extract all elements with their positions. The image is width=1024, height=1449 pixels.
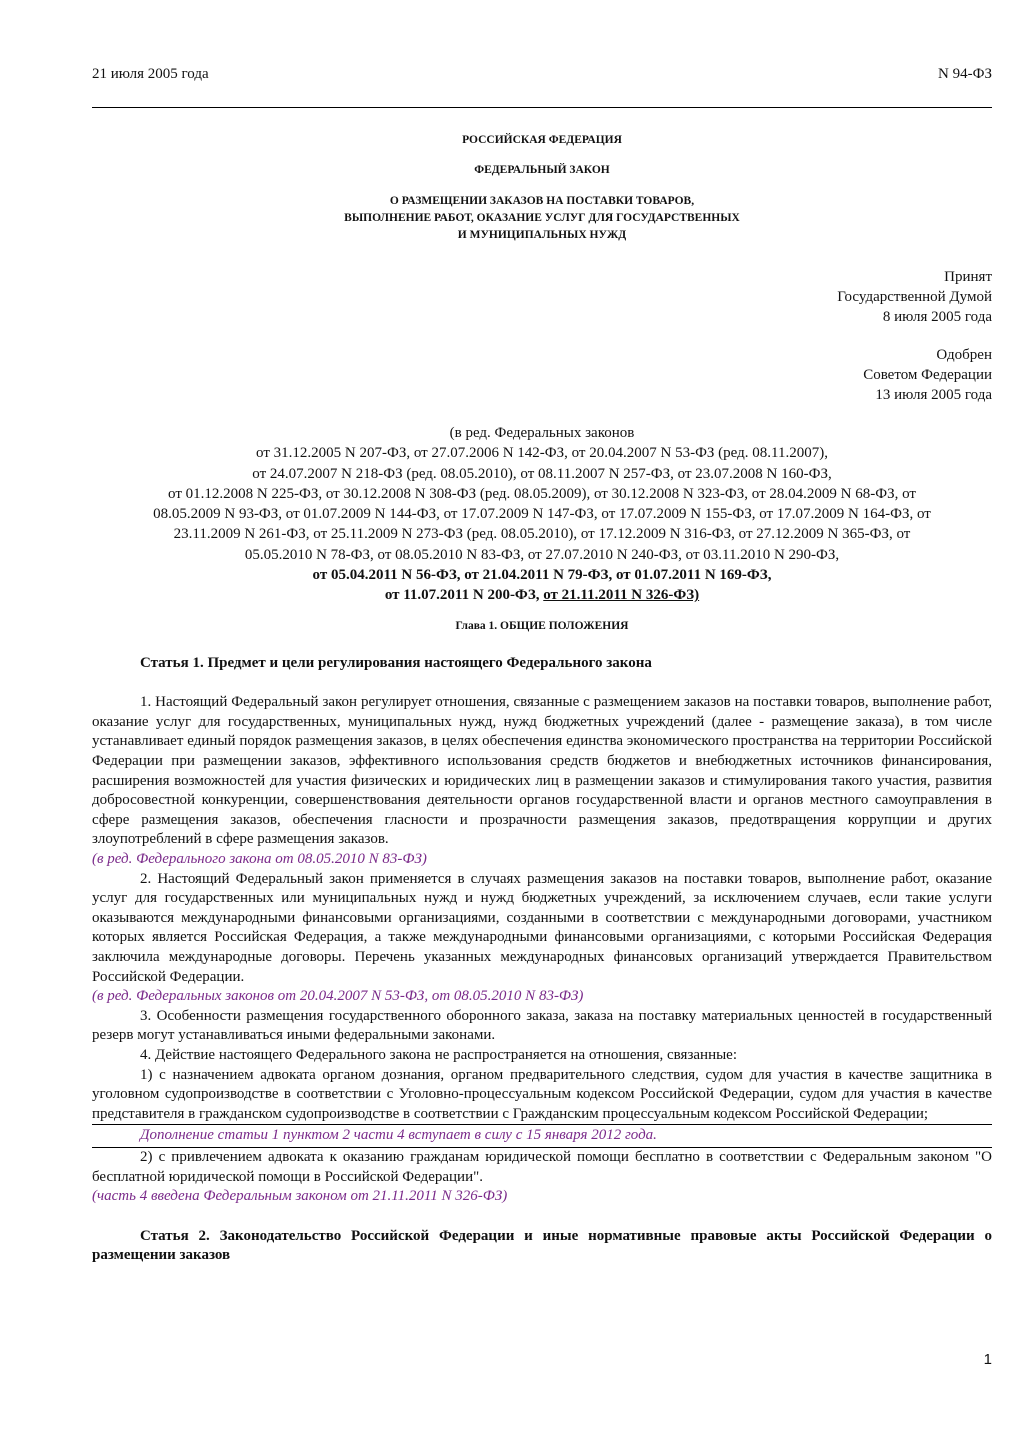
amendments-line: 08.05.2009 N 93-ФЗ, от 01.07.2009 N 144-ФЗ, от 17.07.2009 N 147-ФЗ, от 17.07.2009 N 155-ФЗ, от 17.07.2009 N 164-ФЗ, от xyxy=(153,506,931,523)
caption-title-line: О РАЗМЕЩЕНИИ ЗАКАЗОВ НА ПОСТАВКИ ТОВАРОВ, xyxy=(389,195,695,207)
article-1-heading: Статья 1. Предмет и цели регулирования настоящего Федерального закона xyxy=(140,654,652,671)
amendment-note[interactable]: (в ред. Федеральных законов от 20.04.2007 N 53-ФЗ, от 08.05.2010 N 83-ФЗ) xyxy=(92,988,584,1005)
amendment-note[interactable]: (часть 4 введена Федеральным законом от 21.11.2011 N 326-ФЗ) xyxy=(92,1188,508,1205)
amendments-line: от 24.07.2007 N 218-ФЗ (ред. 08.05.2010), от 08.11.2007 N 257-ФЗ, от 23.07.2008 N 160-ФЗ, xyxy=(252,465,832,482)
page-number: 1 xyxy=(983,1351,992,1368)
caption-doc-type: ФЕДЕРАЛЬНЫЙ ЗАКОН xyxy=(474,164,610,176)
chapter-heading: Глава 1. ОБЩИЕ ПОЛОЖЕНИЯ xyxy=(455,619,629,632)
header-rule xyxy=(92,107,992,108)
header-law-number: N 94-ФЗ xyxy=(938,66,992,82)
amendments-link[interactable]: от 21.11.2011 N 326-ФЗ) xyxy=(543,587,700,604)
approved-line: 13 июля 2005 года xyxy=(875,387,992,403)
article-1-part-4: 4. Действие настоящего Федерального закона не распространяется на отношения, связанные: xyxy=(140,1046,737,1063)
article-1-part-4-item-2: 2) с привлечением адвоката к оказанию гражданам юридической помощи бесплатно в соответствии с Федеральным законом "О бесплатной юридической помощи в Российской Федерации". xyxy=(92,1148,992,1185)
amendment-note[interactable]: (в ред. Федерального закона от 08.05.2010 N 83-ФЗ) xyxy=(92,851,427,868)
caption-title-line: И МУНИЦИПАЛЬНЫХ НУЖД xyxy=(457,229,627,241)
article-2-heading: Статья 2. Законодательство Российской Федерации и иные нормативные правовые акты Российской Федерации о размещении заказов xyxy=(92,1227,992,1264)
amendments-line-bold: от 05.04.2011 N 56-ФЗ, от 21.04.2011 N 79-ФЗ, от 01.07.2011 N 169-ФЗ, xyxy=(312,567,772,584)
adopted-block xyxy=(92,267,992,327)
effective-date-notice xyxy=(92,1124,992,1148)
article-1-part-1: 1. Настоящий Федеральный закон регулирует отношения, связанные с размещением заказов на поставки товаров, выполнение работ, оказание услуг для государственных, муниципальных нужд, нужд бюджетных учреждений (далее - размещение заказа), в том числе устанавливает единый порядок размещения заказов, в целях обеспечения единства экономического пространства на территории Российской Федерации при размещении заказов, эффективного использования средств бюджетов и внебюджетных источников финансирования, расширения возможностей для участия физических и юридических лиц в размещении заказов и стимулирования такого участия, развития добросовестной конкуренции, совершенствования деятельности органов государственной власти и органов местного самоуправления в сфере размещения заказов, обеспечения гласности и прозрачности размещения заказов, предотвращения коррупции и других злоупотреблений в сфере размещения заказов. xyxy=(92,694,992,848)
amendments-list xyxy=(92,423,992,606)
document-body xyxy=(92,132,992,1266)
amendments-bold-prefix: от 11.07.2011 N 200-ФЗ, xyxy=(384,587,540,604)
amendments-line-bold-last xyxy=(92,585,992,605)
amendments-line: от 31.12.2005 N 207-ФЗ, от 27.07.2006 N 142-ФЗ, от 20.04.2007 N 53-ФЗ (ред. 08.11.2007), xyxy=(256,445,828,462)
approved-block xyxy=(92,345,992,405)
effective-date-notice-text: Дополнение статьи 1 пунктом 2 части 4 вступает в силу с 15 января 2012 года. xyxy=(140,1127,657,1144)
caption-title xyxy=(92,193,992,244)
amendments-line: 23.11.2009 N 261-ФЗ, от 25.11.2009 N 273-ФЗ (ред. 08.05.2010), от 17.12.2009 N 316-ФЗ, от 27.12.2009 N 365-ФЗ, от xyxy=(173,526,911,543)
amendments-line: от 01.12.2008 N 225-ФЗ, от 30.12.2008 N 308-ФЗ (ред. 08.05.2009), от 30.12.2008 N 323-ФЗ, от 28.04.2009 N 68-ФЗ, от xyxy=(168,485,916,502)
caption-country: РОССИЙСКАЯ ФЕДЕРАЦИЯ xyxy=(462,134,622,146)
adopted-line: Принят xyxy=(944,269,992,285)
adopted-line: 8 июля 2005 года xyxy=(882,309,992,325)
amendments-line: 05.05.2010 N 78-ФЗ, от 08.05.2010 N 83-ФЗ, от 27.07.2010 N 240-ФЗ, от 03.11.2010 N 290-ФЗ, xyxy=(244,546,840,563)
article-1-part-4-item-1: 1) с назначением адвоката органом дознания, органом предварительного следствия, судом для участия в качестве защитника в уголовном судопроизводстве в соответствии с Уголовно-процессуальным кодексом Российской Федерации, судом для участия в качестве представителя в гражданском судопроизводстве в соответствии с Гражданским процессуальным кодексом Российской Федерации; xyxy=(92,1066,992,1122)
article-1-part-2: 2. Настоящий Федеральный закон применяется в случаях размещения заказов на поставки товаров, выполнение работ, оказание услуг для государственных или муниципальных нужд и нужд бюджетных учреждений, за исключением случаев, если такие услуги оказываются международными финансовыми организациями, созданными в соответствии с международными договорами, участником которых является Российская Федерация, а также международными финансовыми организациями, с которыми Российская Федерация заключила международные договоры. Перечень указанных международных финансовых организаций утверждается Правительством Российской Федерации. xyxy=(92,870,992,985)
approved-line: Советом Федерации xyxy=(863,367,992,383)
approved-line: Одобрен xyxy=(936,347,992,363)
caption-title-line: ВЫПОЛНЕНИЕ РАБОТ, ОКАЗАНИЕ УСЛУГ ДЛЯ ГОСУДАРСТВЕННЫХ xyxy=(344,212,740,224)
amendments-line: (в ред. Федеральных законов xyxy=(449,425,635,441)
header-date: 21 июля 2005 года xyxy=(92,66,209,82)
article-1-part-3: 3. Особенности размещения государственного оборонного заказа, заказа на поставку материальных ценностей в государственный резерв могут устанавливаться иными федеральными законами. xyxy=(92,1007,992,1044)
adopted-line: Государственной Думой xyxy=(837,289,992,305)
